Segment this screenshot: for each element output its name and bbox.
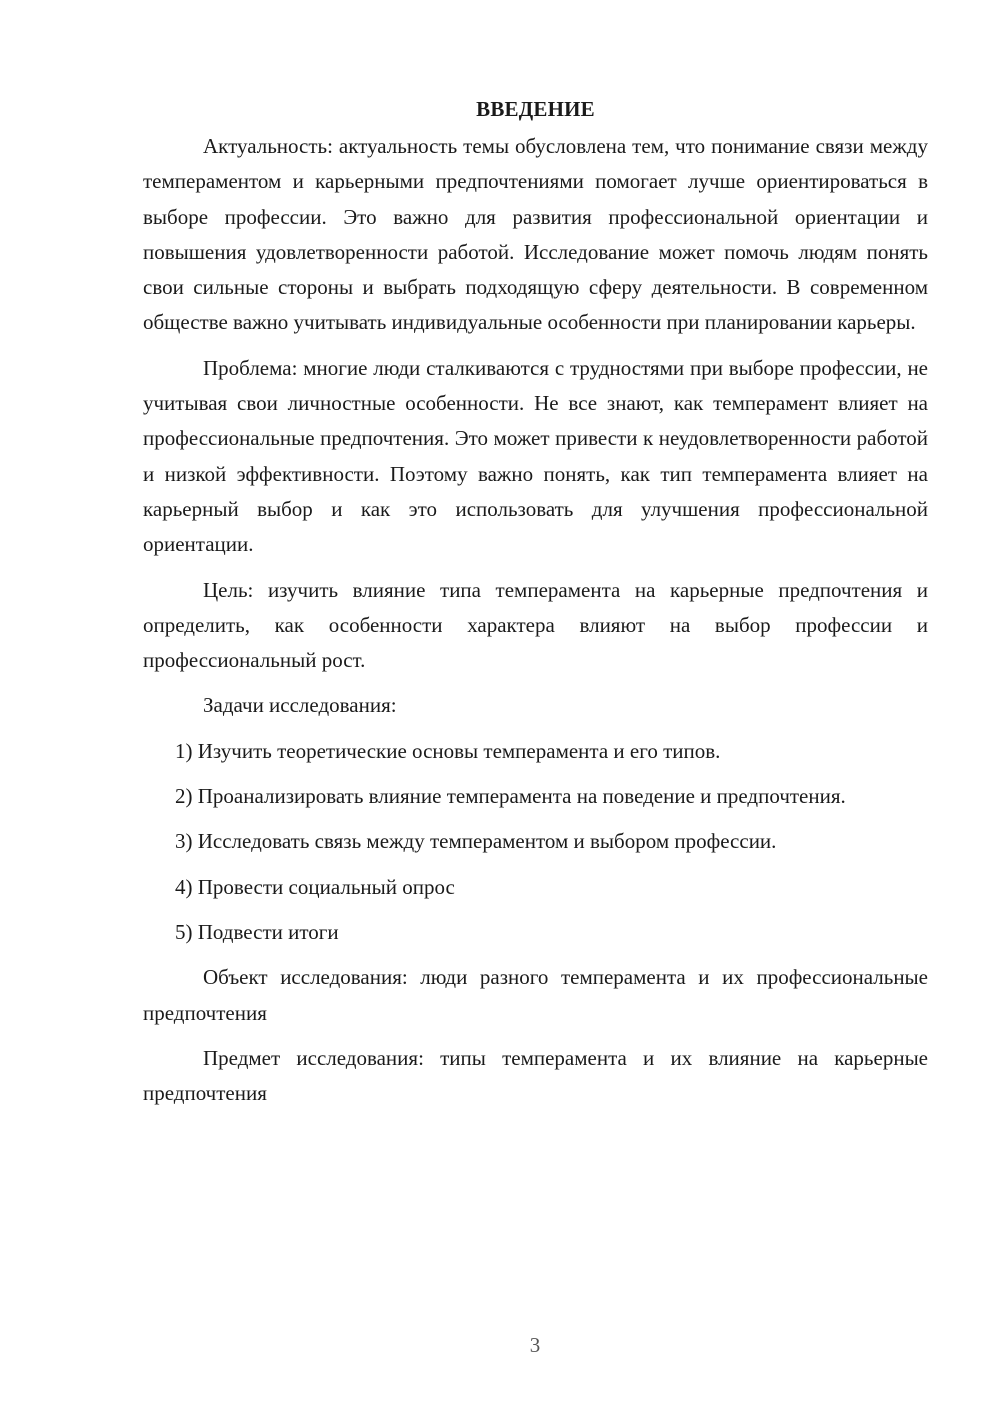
- paragraph-object: Объект исследования: люди разного темперамента и их профессиональные предпочтения: [143, 965, 928, 1025]
- page-number: 3: [529, 1333, 541, 1357]
- task-item-4: 4) Провести социальный опрос: [175, 874, 455, 899]
- paragraph-goal: Цель: изучить влияние типа темперамента на карьерные предпочтения и определить, как особенности характера влияют на выбор профессии и профессиональный рост.: [143, 577, 928, 673]
- paragraph-relevance: Актуальность: актуальность темы обусловлена тем, что понимание связи между темпераментом и карьерными предпочтениями помогает лучше ориентироваться в выборе профессии. Это важно для развития профессиональной ориентации и повышения удовлетворенности работой. Исследование может помочь людям понять свои сильные стороны и выбрать подходящую сферу деятельности. В современном обществе важно учитывать индивидуальные особенности при планировании карьеры.: [143, 134, 928, 335]
- paragraph-subject: Предмет исследования: типы темперамента и их влияние на карьерные предпочтения: [143, 1045, 928, 1106]
- task-item-2: 2) Проанализировать влияние темперамента на поведение и предпочтения.: [175, 784, 846, 809]
- task-item-3: 3) Исследовать связь между темпераментом и выбором профессии.: [175, 829, 777, 854]
- task-item-1: 1) Изучить теоретические основы темперамента и его типов.: [175, 738, 721, 763]
- paragraph-problem: Проблема: многие люди сталкиваются с трудностями при выборе профессии, не учитывая свои личностные особенности. Не все знают, как темперамент влияет на профессиональные предпочтения. Это может привести к неудовлетворенности работой и низкой эффективности. Поэтому важно понять, как тип темперамента влияет на карьерный выбор и как это использовать для улучшения профессиональной ориентации.: [143, 355, 928, 557]
- tasks-heading: Задачи исследования:: [203, 693, 397, 718]
- section-title: ВВЕДЕНИЕ: [476, 97, 595, 121]
- document-page: [143, 92, 928, 1121]
- task-item-5: 5) Подвести итоги: [175, 919, 339, 944]
